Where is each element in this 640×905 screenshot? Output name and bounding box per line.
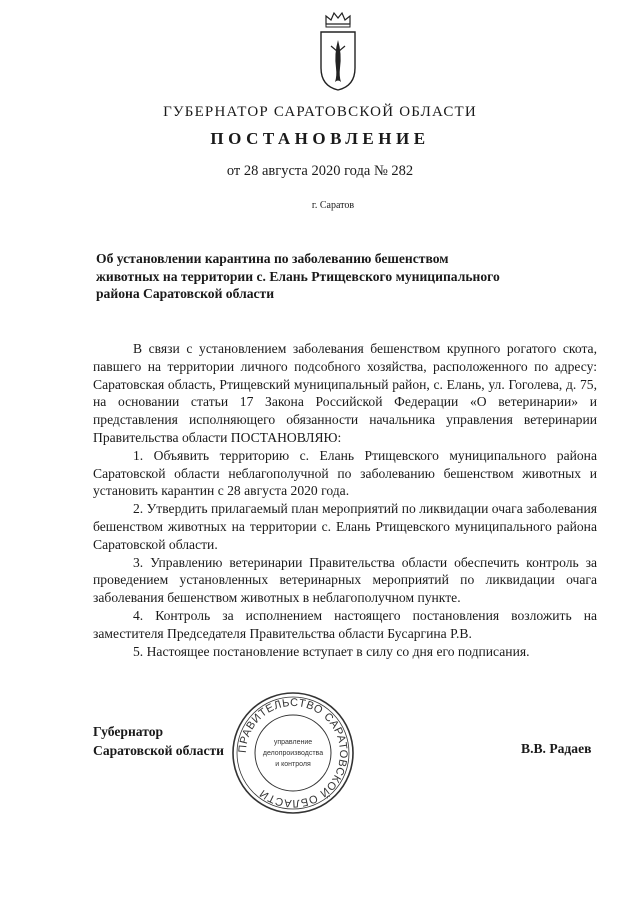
signatory-position: [93, 722, 224, 760]
document-type: ПОСТАНОВЛЕНИЕ: [210, 129, 430, 148]
document-date-number: от 28 августа 2020 года № 282: [226, 163, 414, 179]
decree-item: 5. Настоящее постановление вступает в силу со дня его подписания.: [133, 643, 530, 659]
subject-line: района Саратовской области: [96, 286, 275, 301]
document-city: г. Саратов: [311, 200, 355, 211]
position-line: Губернатор: [93, 724, 164, 739]
stamp-center-line: управление: [273, 739, 313, 746]
signatory-name: В.В. Радаев: [521, 741, 592, 756]
position-line: Саратовской области: [93, 743, 225, 758]
decree-item: 3. Управлению ветеринарии Правительства области обеспечить контроль за проведением установленных ветеринарных мероприятий по ликвидации очага заболевания бешенством животных в неблагополучном пункте.: [93, 554, 597, 606]
subject-line: животных на территории с. Елань Ртищевского муниципального: [96, 268, 500, 284]
decree-item: 1. Объявить территорию с. Елань Ртищевского муниципального района Саратовской области неблагополучной по заболеванию бешенством животных и установить карантин с 28 августа 2020 года.: [93, 447, 597, 499]
coat-of-arms-icon: [317, 10, 359, 92]
official-stamp-icon: [230, 690, 356, 816]
document-subject: [96, 250, 516, 303]
stamp-center-line: и контроля: [275, 761, 311, 768]
document-body: [93, 340, 597, 660]
preamble-paragraph: В связи с установлением заболевания бешенством крупного рогатого скота, павшего на территории личного подсобного хозяйства, расположенного по адресу: Саратовская область, Ртищевский муниципальный район, с. Елань, ул. Гоголева, д. 75, на основании статьи 17 Закона Российской Федерации «О ветеринарии» и представления исполняющего обязанности начальника управления ветеринарии Правительства области ПОСТАНОВЛЯЮ:: [93, 341, 597, 445]
decree-item: 4. Контроль за исполнением настоящего постановления возложить на заместителя Председателя Правительства области Бусаргина Р.В.: [93, 607, 597, 641]
subject-line: Об установлении карантина по заболеванию бешенством: [96, 251, 449, 266]
decree-item: 2. Утвердить прилагаемый план мероприятий по ликвидации очага заболевания бешенством животных на территории с. Елань Ртищевского муниципального района Саратовской области.: [93, 501, 597, 552]
authority-title: ГУБЕРНАТОР САРАТОВСКОЙ ОБЛАСТИ: [163, 104, 477, 120]
stamp-center-line: делопроизводства: [262, 750, 324, 757]
stamp-ring-text: ПРАВИТЕЛЬСТВО САРАТОВСКОЙ ОБЛАСТИ: [236, 696, 350, 810]
